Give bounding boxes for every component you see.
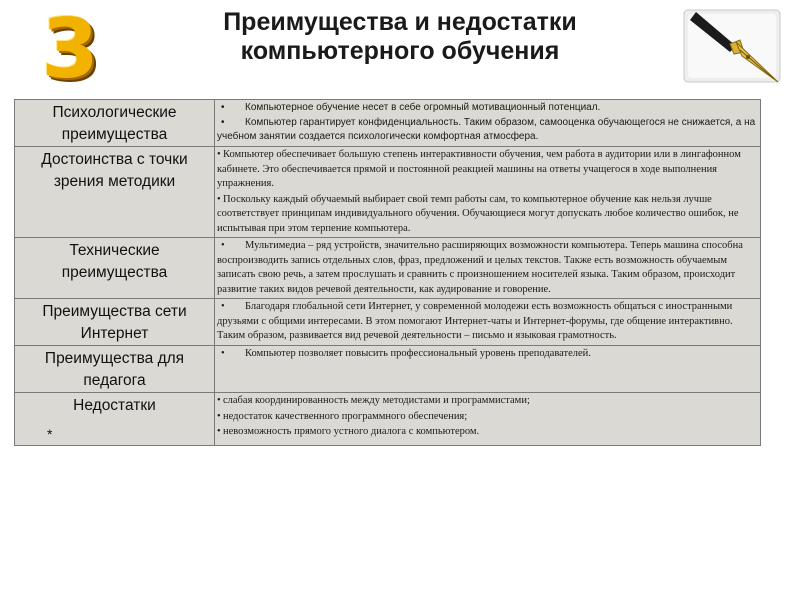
page-title <box>150 8 650 66</box>
list-item: • Компьютер позволяет повысить профессиональный уровень преподавателей. <box>221 348 591 359</box>
details-cell <box>215 147 761 238</box>
list-item: • Поскольку каждый обучаемый выбирает свой темп работы сам, то компьютерное обучение как нельзя лучше соответствует принципам индивидуального обучения. Обучающиеся могут допускать любое количество ошибок, не испытывая при этом терпение компьютера. <box>217 193 739 234</box>
table-row <box>15 393 761 446</box>
title-line-2: компьютерного обучения <box>240 37 560 65</box>
table-row <box>15 100 761 147</box>
category-cell: Психологические преимущества <box>15 100 215 147</box>
category-label: Недостатки <box>73 397 156 414</box>
details-cell <box>215 299 761 346</box>
table-row <box>15 238 761 299</box>
list-item: • Мультимедиа – ряд устройств, значительно расширяющих возможности компьютера. Теперь машина способна воспроизводить запись отдельных слов, фраз, предложений и целых текстов. Также есть возможность обучаемым записать свою речь, а затем прослушать и сравнить с произношением носителей языка. Таким образом, происходит развитие таких видов речевой деятельности, как аудирование и говорение. <box>217 240 743 295</box>
list-item: • слабая координированность между методистами и программистами; <box>217 395 530 406</box>
title-line-1: Преимущества и недостатки <box>223 8 577 36</box>
list-item: • Компьютер гарантирует конфиденциальность. Таким образом, самооценка обучающегося не снижается, а на учебном занятии создается психологически комфортная атмосфера. <box>217 117 756 142</box>
list-item: • невозможность прямого устного диалога с компьютером. <box>217 426 480 437</box>
category-cell: Технические преимущества <box>15 238 215 299</box>
table-row <box>15 147 761 238</box>
list-item: • Компьютерное обучение несет в себе огромный мотивационный потенциал. <box>221 102 601 113</box>
fountain-pen-icon <box>678 6 788 90</box>
list-item: • Компьютер обеспечивает большую степень интерактивности обучения, чем работа в аудитории или в лингафонном кабинете. Это обеспечивается прямой и постоянной реакцией машины на ответы учащегося в ходе выполнения упражнения. <box>217 149 741 189</box>
category-cell: Достоинства с точки зрения методики <box>15 147 215 238</box>
list-item: • недостаток качественного программного обеспечения; <box>217 410 468 422</box>
list-item: • Благодаря глобальной сети Интернет, у современной молодежи есть возможность общаться с иностранными друзьями с общими интересами. В этом помогают Интернет-чаты и Интернет-форумы, где общение интерактивно. Таким образом, развивается вид речевой деятельности – письмо и языковая грамотность. <box>217 301 733 341</box>
category-cell: Преимущества для педагога <box>15 346 215 393</box>
footnote-mark: * <box>47 426 53 442</box>
details-cell <box>215 238 761 299</box>
details-cell <box>215 346 761 393</box>
number-3-icon: 3 <box>41 2 99 97</box>
category-cell <box>15 393 215 446</box>
details-cell <box>215 100 761 147</box>
table-row <box>15 346 761 393</box>
category-cell: Преимущества сети Интернет <box>15 299 215 346</box>
details-cell <box>215 393 761 446</box>
table-row <box>15 299 761 346</box>
comparison-table <box>14 99 761 446</box>
